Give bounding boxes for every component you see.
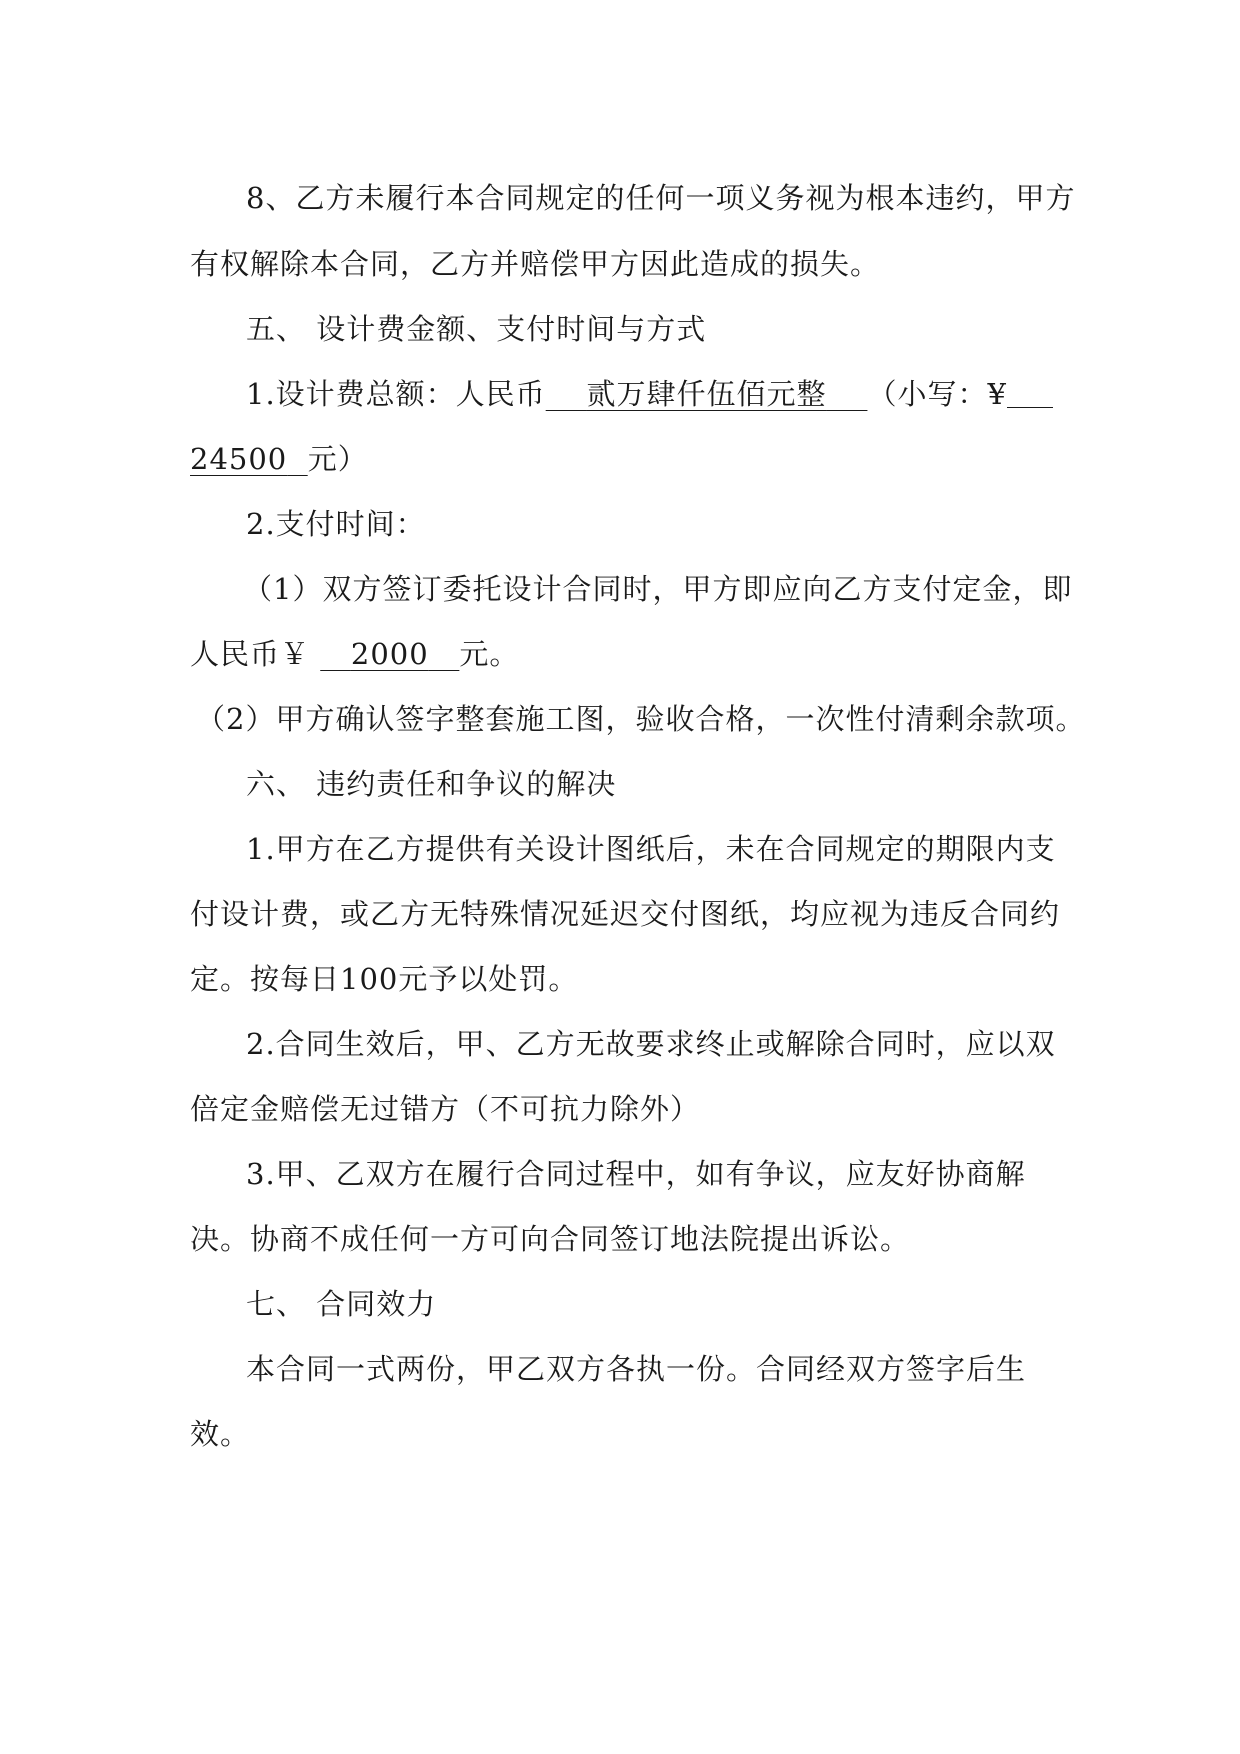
effect-line-2: 效。: [190, 1417, 251, 1451]
deposit-prefix: 人民币￥: [190, 637, 311, 671]
breach-3-line-1: 3.甲、乙双方在履行合同过程中，如有争议，应友好协商解: [246, 1157, 1026, 1191]
payment-2: （2）甲方确认签字整套施工图，验收合格，一次性付清剩余款项。: [196, 702, 1086, 736]
breach-2-line-1: 2.合同生效后，甲、乙方无故要求终止或解除合同时，应以双: [246, 1027, 1056, 1061]
payment-time-label: 2.支付时间：: [246, 507, 426, 541]
breach-3-line-2: 决。协商不成任何一方可向合同签订地法院提出诉讼。: [190, 1222, 911, 1256]
fee-amount-words: 贰万肆仟伍佰元整: [586, 377, 827, 411]
clause-8-line-2: 有权解除本合同，乙方并赔偿甲方因此造成的损失。: [190, 247, 881, 281]
payment-1-line-1: （1）双方签订委托设计合同时，甲方即应向乙方支付定金，即: [243, 572, 1073, 606]
fee-small-label: （小写：¥: [867, 377, 1007, 411]
payment-1-line-2: [190, 634, 519, 674]
fee-prefix: 1.设计费总额：人民币: [246, 377, 546, 411]
fee-blank-underline: [1007, 377, 1053, 408]
breach-1-line-3: 定。按每日100元予以处罚。: [190, 962, 579, 996]
section-6-title: 六、 违约责任和争议的解决: [246, 767, 617, 801]
breach-2-line-2: 倍定金赔偿无过错方（不可抗力除外）: [190, 1092, 701, 1126]
fee-amount-digits: 24500: [190, 442, 288, 476]
deposit-suffix: 元。: [459, 637, 520, 671]
fee-total-line: [246, 374, 1053, 414]
effect-line-1: 本合同一式两份，甲乙双方各执一份。合同经双方签字后生: [246, 1352, 1027, 1386]
breach-1-line-1: 1.甲方在乙方提供有关设计图纸后，未在合同规定的期限内支: [246, 832, 1056, 866]
clause-8-line-1: 8、乙方未履行本合同规定的任何一项义务视为根本违约，甲方: [246, 181, 1076, 215]
section-7-title: 七、 合同效力: [246, 1287, 437, 1321]
section-5-title: 五、 设计费金额、支付时间与方式: [246, 312, 707, 346]
deposit-amount: 2000: [350, 637, 429, 671]
fee-digits-line: [190, 439, 368, 479]
fee-unit: 元）: [307, 442, 368, 476]
breach-1-line-2: 付设计费，或乙方无特殊情况延迟交付图纸，均应视为违反合同约: [190, 897, 1061, 931]
